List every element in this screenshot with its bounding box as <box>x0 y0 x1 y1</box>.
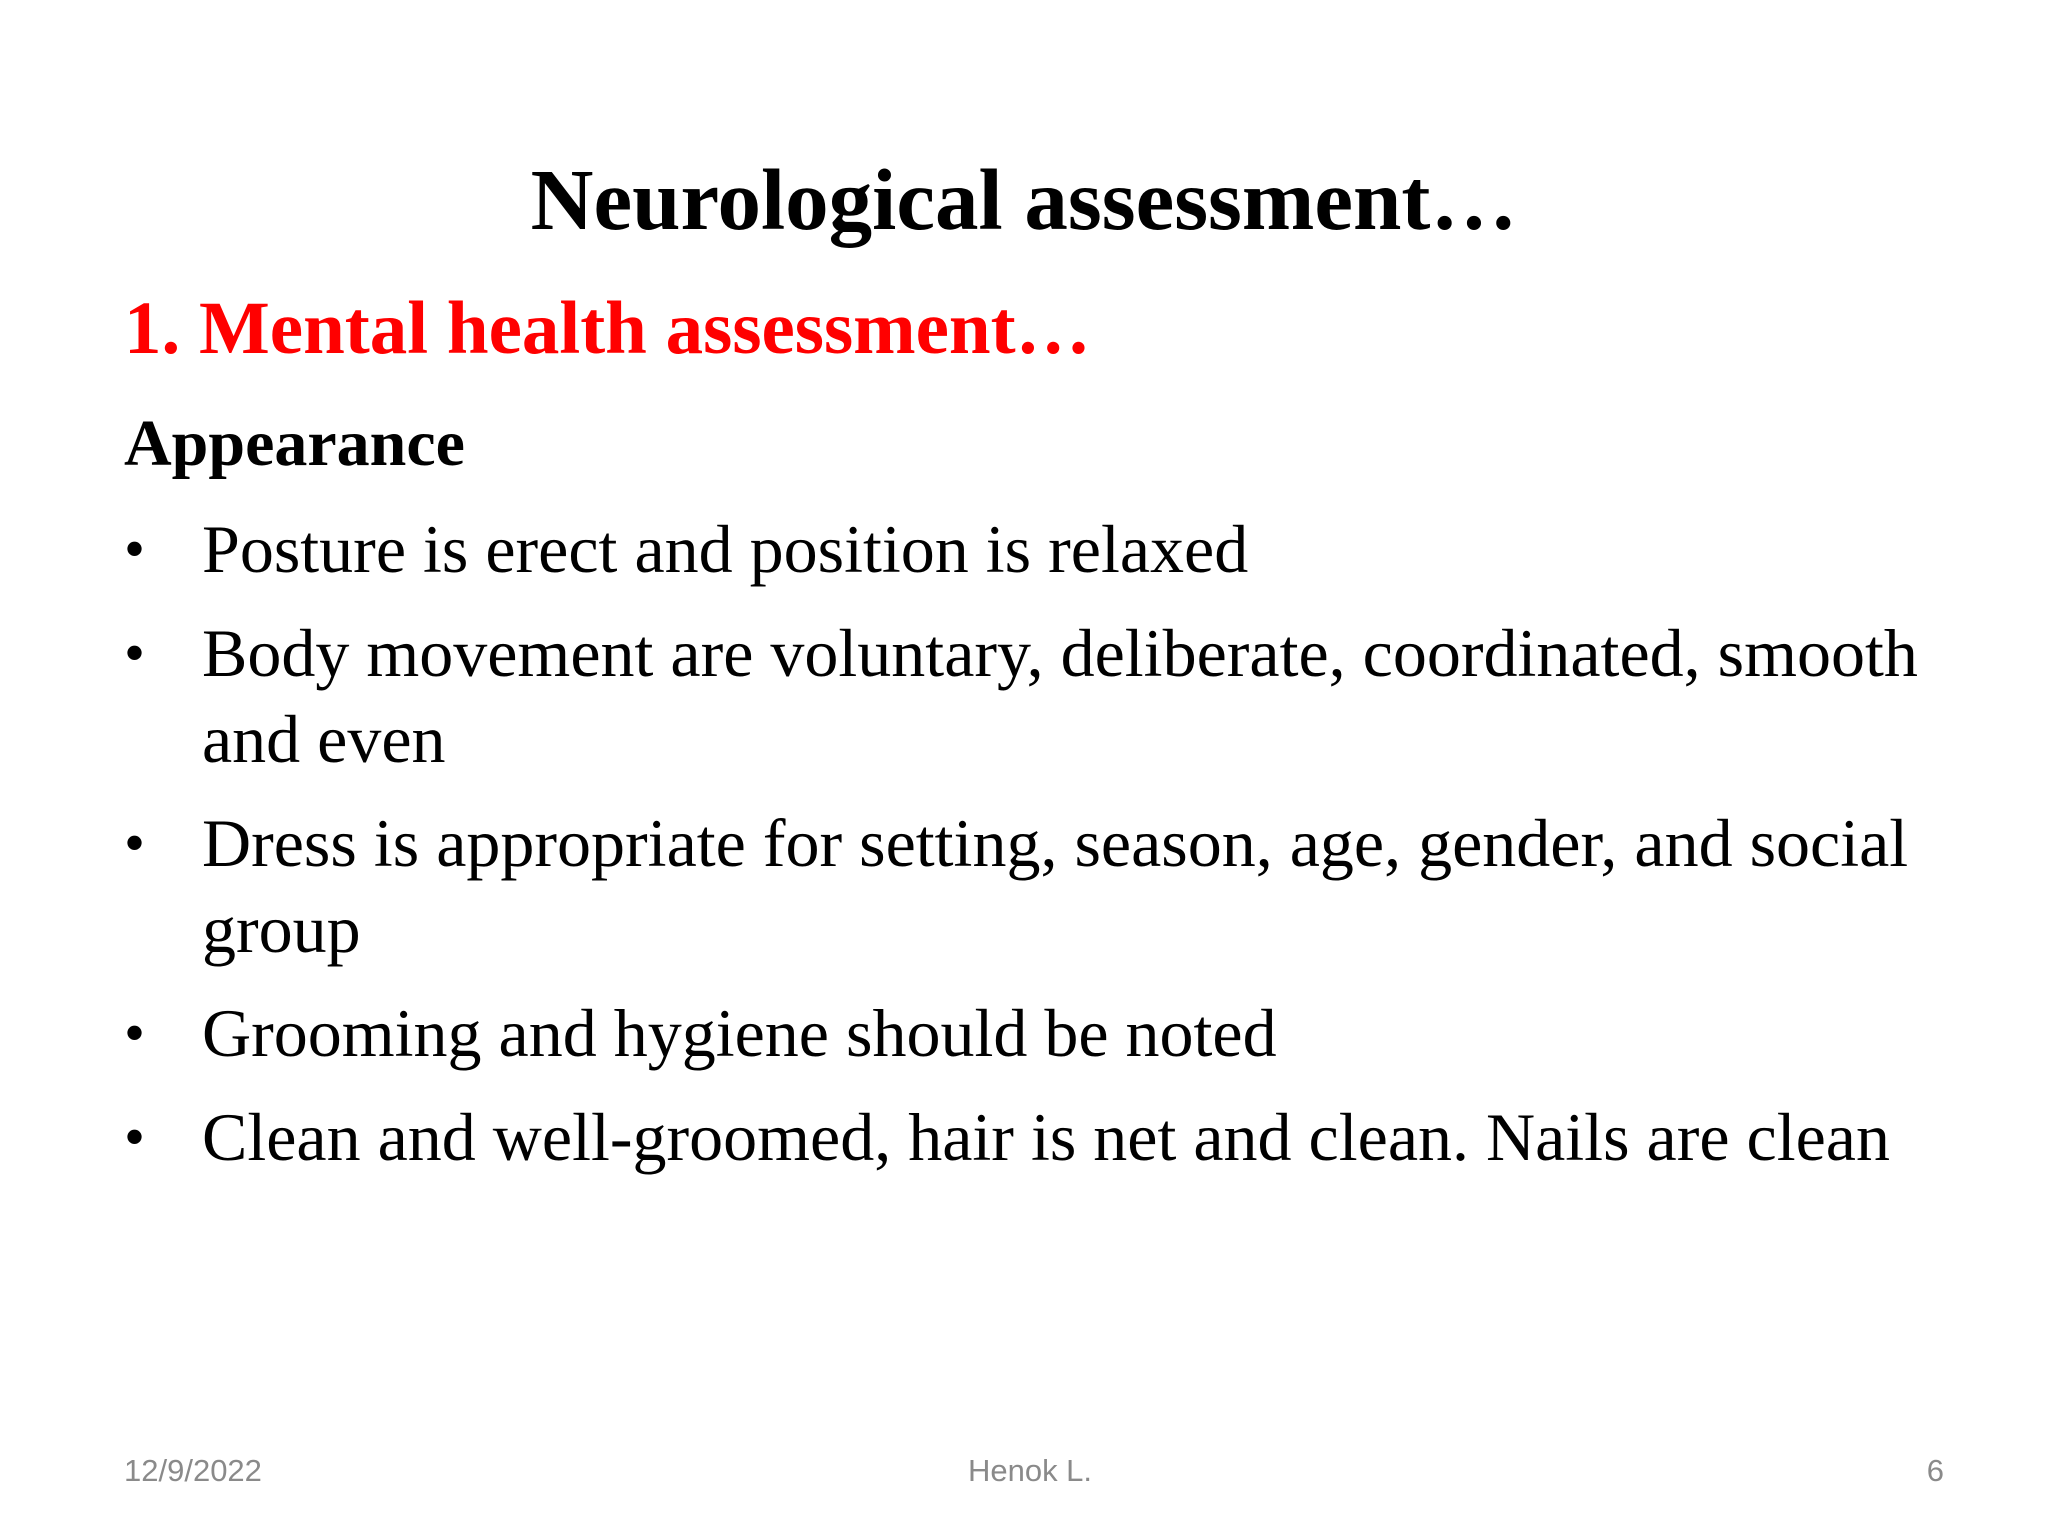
subheading-appearance: Appearance <box>124 407 465 480</box>
footer-page-number: 6 <box>1926 1453 1944 1488</box>
bullet-text: Dress is appropriate for setting, season, age, gender, and social group <box>202 805 1909 967</box>
bullet-icon: • <box>124 1104 146 1170</box>
bullet-icon: • <box>124 810 146 876</box>
bullet-item <box>124 990 1944 1076</box>
bullet-icon: • <box>124 620 146 686</box>
bullet-text: Posture is erect and position is relaxed <box>202 511 1249 587</box>
bullet-text: Body movement are voluntary, deliberate, coordinated, smooth and even <box>202 615 1918 777</box>
bullet-text: Grooming and hygiene should be noted <box>202 995 1277 1071</box>
slide-title: Neurological assessment… <box>530 151 1518 248</box>
bullet-item <box>124 610 1944 782</box>
section-heading: 1. Mental health assessment… <box>124 287 1091 370</box>
bullet-item <box>124 506 1944 592</box>
bullet-text: Clean and well-groomed, hair is net and clean. Nails are clean <box>202 1099 1890 1175</box>
bullet-item <box>124 1094 1944 1180</box>
bullet-icon: • <box>124 516 146 582</box>
bullet-item <box>124 800 1944 972</box>
footer-date: 12/9/2022 <box>124 1453 262 1488</box>
bullet-icon: • <box>124 1000 146 1066</box>
footer-author: Henok L. <box>967 1453 1093 1488</box>
bullet-list <box>124 506 1944 1198</box>
